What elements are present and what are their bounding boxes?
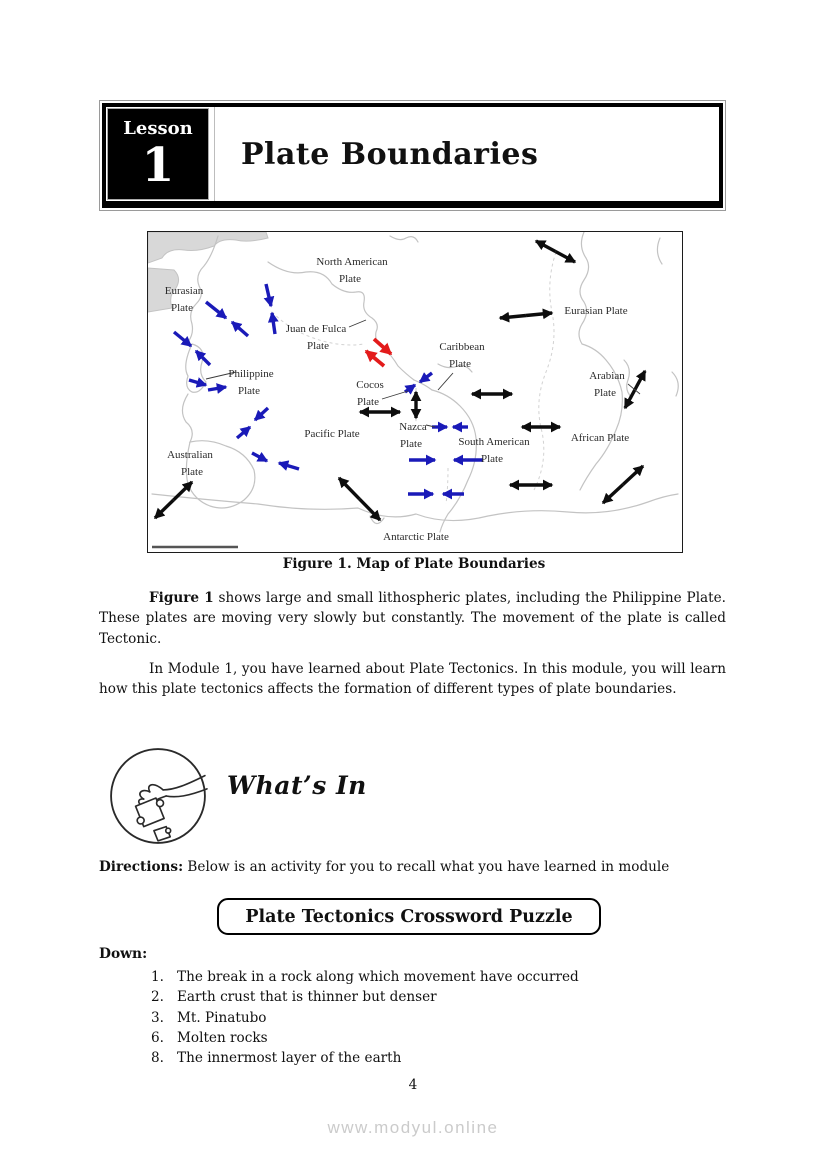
whats-in-heading: What’s In: [227, 771, 367, 800]
plate-motion-arrow: [279, 463, 299, 469]
map-dynamic-layer: [155, 241, 645, 543]
label-pointer-line: [349, 320, 366, 327]
plate-motion-arrow: [420, 373, 432, 382]
list-item: [151, 967, 711, 987]
map-plate-label: Plate: [594, 387, 616, 399]
down-label: Down:: [99, 946, 148, 962]
map-plate-label: Caribbean: [439, 341, 485, 353]
list-item: [151, 1048, 711, 1068]
map-plate-label: Plate: [400, 438, 422, 450]
page-number: 4: [408, 1077, 418, 1093]
plate-motion-arrow: [232, 322, 248, 336]
map-plate-label: Juan de Fulca: [285, 323, 347, 335]
plate-motion-arrow: [272, 313, 275, 334]
map-plate-label: Eurasian: [164, 285, 204, 297]
map-plate-label: Plate: [171, 302, 193, 314]
paragraph-text: In Module 1, you have learned about Plate Tectonics. In this module, you will learn how this plate tectonics affects the formation of different types of plate boundaries.: [99, 661, 726, 698]
map-plate-label: Philippine: [228, 368, 274, 380]
map-plate-label: North American: [316, 256, 388, 268]
map-plate-label: Australian: [167, 449, 213, 461]
map-coastlines: [148, 232, 678, 532]
paragraph-figure1: [99, 588, 726, 649]
lesson-number: 1: [141, 137, 175, 193]
paragraph-lead: Figure 1: [149, 590, 214, 606]
plate-motion-arrow: [366, 351, 384, 366]
plate-motion-arrow: [237, 427, 250, 438]
directions-text: Below is an activity for you to recall what you have learned in module: [183, 859, 670, 875]
label-pointer-line: [438, 373, 453, 390]
list-item: [151, 1008, 711, 1028]
lesson-header: [99, 100, 726, 211]
map-plate-label: Plate: [307, 340, 329, 352]
directions-label: Directions:: [99, 859, 184, 875]
map-plate-label: Nazca: [399, 421, 427, 433]
label-pointer-line: [382, 391, 408, 399]
page-title: Plate Boundaries: [241, 136, 539, 172]
map-plate-label: Plate: [481, 453, 503, 465]
list-item: [151, 987, 711, 1007]
plate-motion-arrow: [603, 485, 623, 504]
item-text: Mt. Pinatubo: [177, 1009, 267, 1026]
plate-motion-arrow: [155, 500, 174, 518]
plate-motion-arrow: [405, 385, 415, 392]
crossword-title-box: [217, 898, 601, 935]
map-plate-label: Arabian: [589, 370, 625, 382]
map-plate-label: South American: [458, 436, 530, 448]
item-number: 1.: [151, 969, 164, 985]
item-text: The innermost layer of the earth: [177, 1050, 402, 1067]
paragraph-text: shows large and small lithospheric plates, including the Philippine Plate. These plates are moving very slowly but constantly. The movement of the plate is called Tectonic.: [99, 590, 726, 647]
map-plate-label: Plate: [449, 358, 471, 370]
plate-motion-arrow: [556, 252, 576, 263]
plate-motion-arrow: [536, 241, 556, 252]
plate-motion-arrow: [266, 284, 271, 306]
map-plate-label: Antarctic Plate: [383, 531, 449, 543]
item-text: Earth crust that is thinner but denser: [177, 989, 437, 1006]
crossword-title: Plate Tectonics Crossword Puzzle: [245, 906, 573, 927]
plate-motion-arrow: [252, 453, 267, 461]
plate-motion-arrow: [625, 390, 635, 409]
paragraph-module1: [99, 659, 726, 700]
figure-caption: Figure 1. Map of Plate Boundaries: [282, 556, 546, 572]
list-item: [151, 1028, 711, 1048]
map-plate-label: Eurasian Plate: [564, 305, 628, 317]
map-plate-label: Plate: [238, 385, 260, 397]
plate-motion-arrow: [500, 316, 526, 319]
item-text: Molten rocks: [177, 1029, 268, 1046]
map-plate-label: Plate: [357, 396, 379, 408]
item-number: 3.: [151, 1009, 164, 1026]
plate-motion-arrow: [374, 339, 391, 354]
plate-motion-arrow: [206, 302, 226, 318]
hand-puzzle-icon: [107, 745, 209, 847]
plate-motion-arrow: [623, 466, 643, 485]
lesson-title-area: [214, 107, 719, 201]
plate-motion-arrow: [339, 478, 360, 499]
lesson-badge: [108, 109, 208, 199]
item-text: The break in a rock along which movement have occurred: [177, 969, 579, 985]
item-number: 6.: [151, 1029, 164, 1046]
map-plate-label: Plate: [339, 273, 361, 285]
plate-motion-arrow: [189, 380, 206, 385]
plate-motion-arrow: [635, 371, 645, 390]
item-number: 8.: [151, 1050, 164, 1067]
plate-motion-arrow: [208, 387, 226, 390]
watermark: www.modyul.online: [327, 1118, 499, 1137]
lesson-header-inner: [102, 103, 723, 208]
plate-motion-arrow: [255, 408, 268, 420]
item-number: 2.: [151, 989, 164, 1006]
map-plate-label: Cocos: [356, 379, 384, 391]
plate-motion-arrow: [174, 332, 191, 346]
directions-line: [99, 859, 727, 875]
map-plate-label: Pacific Plate: [304, 428, 360, 440]
map-plate-label: Plate: [181, 466, 203, 478]
plate-boundaries-map: [147, 231, 683, 553]
lesson-label: Lesson: [123, 117, 193, 139]
plate-motion-arrow: [526, 313, 552, 316]
plate-map-svg: [148, 232, 682, 552]
down-list: [151, 967, 711, 1068]
map-plate-label: African Plate: [570, 432, 630, 444]
